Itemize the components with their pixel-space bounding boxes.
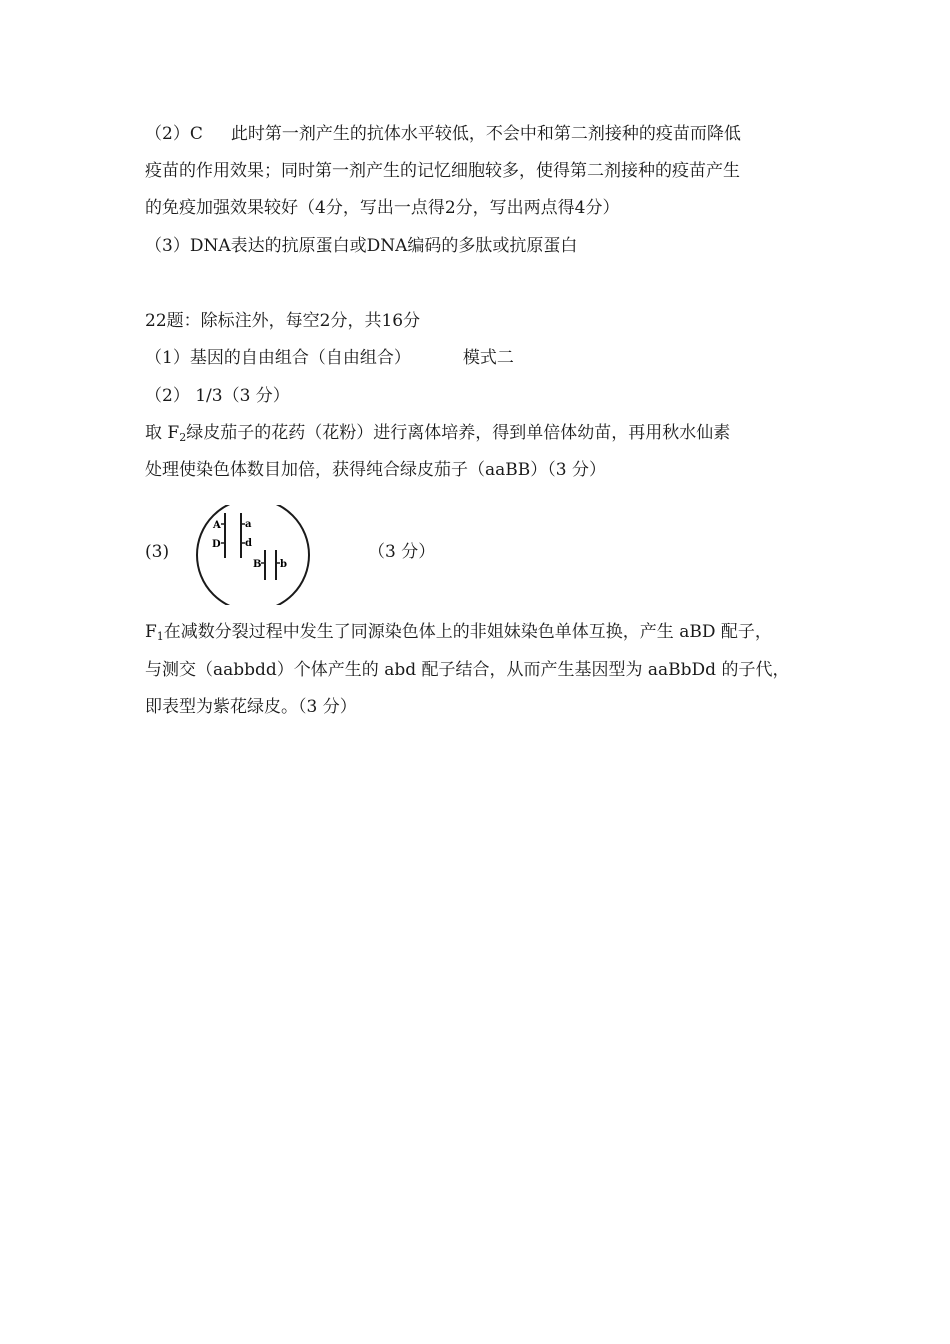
allele-b: b <box>280 559 287 570</box>
cell-chromosome-diagram <box>195 505 315 605</box>
q21-part2-explanation: 此时第一剂产生的抗体水平较低，不会中和第二剂接种的疫苗而降低 <box>230 124 741 144</box>
q22-part3-line1: $F_1$在减数分裂过程中发生了同源染色体上的非姐妹染色单体互换，产生 aBD 配子， <box>145 622 772 643</box>
q22-part3-line3: 即表型为紫花绿皮。（3 分） <box>145 697 357 717</box>
q22-part3-label: (3) <box>145 542 170 562</box>
q22-part3-score: （3 分） <box>368 542 436 562</box>
q21-part2-answer: （2）C <box>145 124 203 144</box>
q21-part2-line3: 的免疫加强效果较好（4分，写出一点得2分，写出两点得4分） <box>145 198 620 218</box>
q22-part1 <box>145 346 514 370</box>
allele-a: a <box>245 519 252 530</box>
allele-A: A <box>213 520 221 531</box>
q22-part2-line3: 处理使染色体数目加倍，获得纯合绿皮茄子（aaBB）（3 分） <box>145 460 606 480</box>
allele-B: B <box>253 559 262 570</box>
q22-header: 22题：除标注外，每空2分，共16分 <box>145 311 421 331</box>
q22-part1-answer: （1）基因的自由组合（自由组合） <box>145 348 411 368</box>
q22-part1-mode: 模式二 <box>462 348 514 368</box>
q21-part3: （3）DNA表达的抗原蛋白或DNA编码的多肽或抗原蛋白 <box>145 236 578 256</box>
allele-d: d <box>245 538 252 549</box>
q22-part2-line2: 取 $F_2$绿皮茄子的花药（花粉）进行离体培养，得到单倍体幼苗，再用秋水仙素 <box>145 423 731 444</box>
q22-part3-line2: 与测交（aabbdd）个体产生的 abd 配子结合，从而产生基因型为 aaBbDd 的子代， <box>145 660 790 680</box>
q21-part2-line2: 疫苗的作用效果；同时第一剂产生的记忆细胞较多，使得第二剂接种的疫苗产生 <box>145 161 740 181</box>
allele-D: D <box>212 539 221 550</box>
q22-part2: （2） 1/3（3 分） <box>145 386 290 406</box>
q21-part2-line1 <box>145 122 741 146</box>
